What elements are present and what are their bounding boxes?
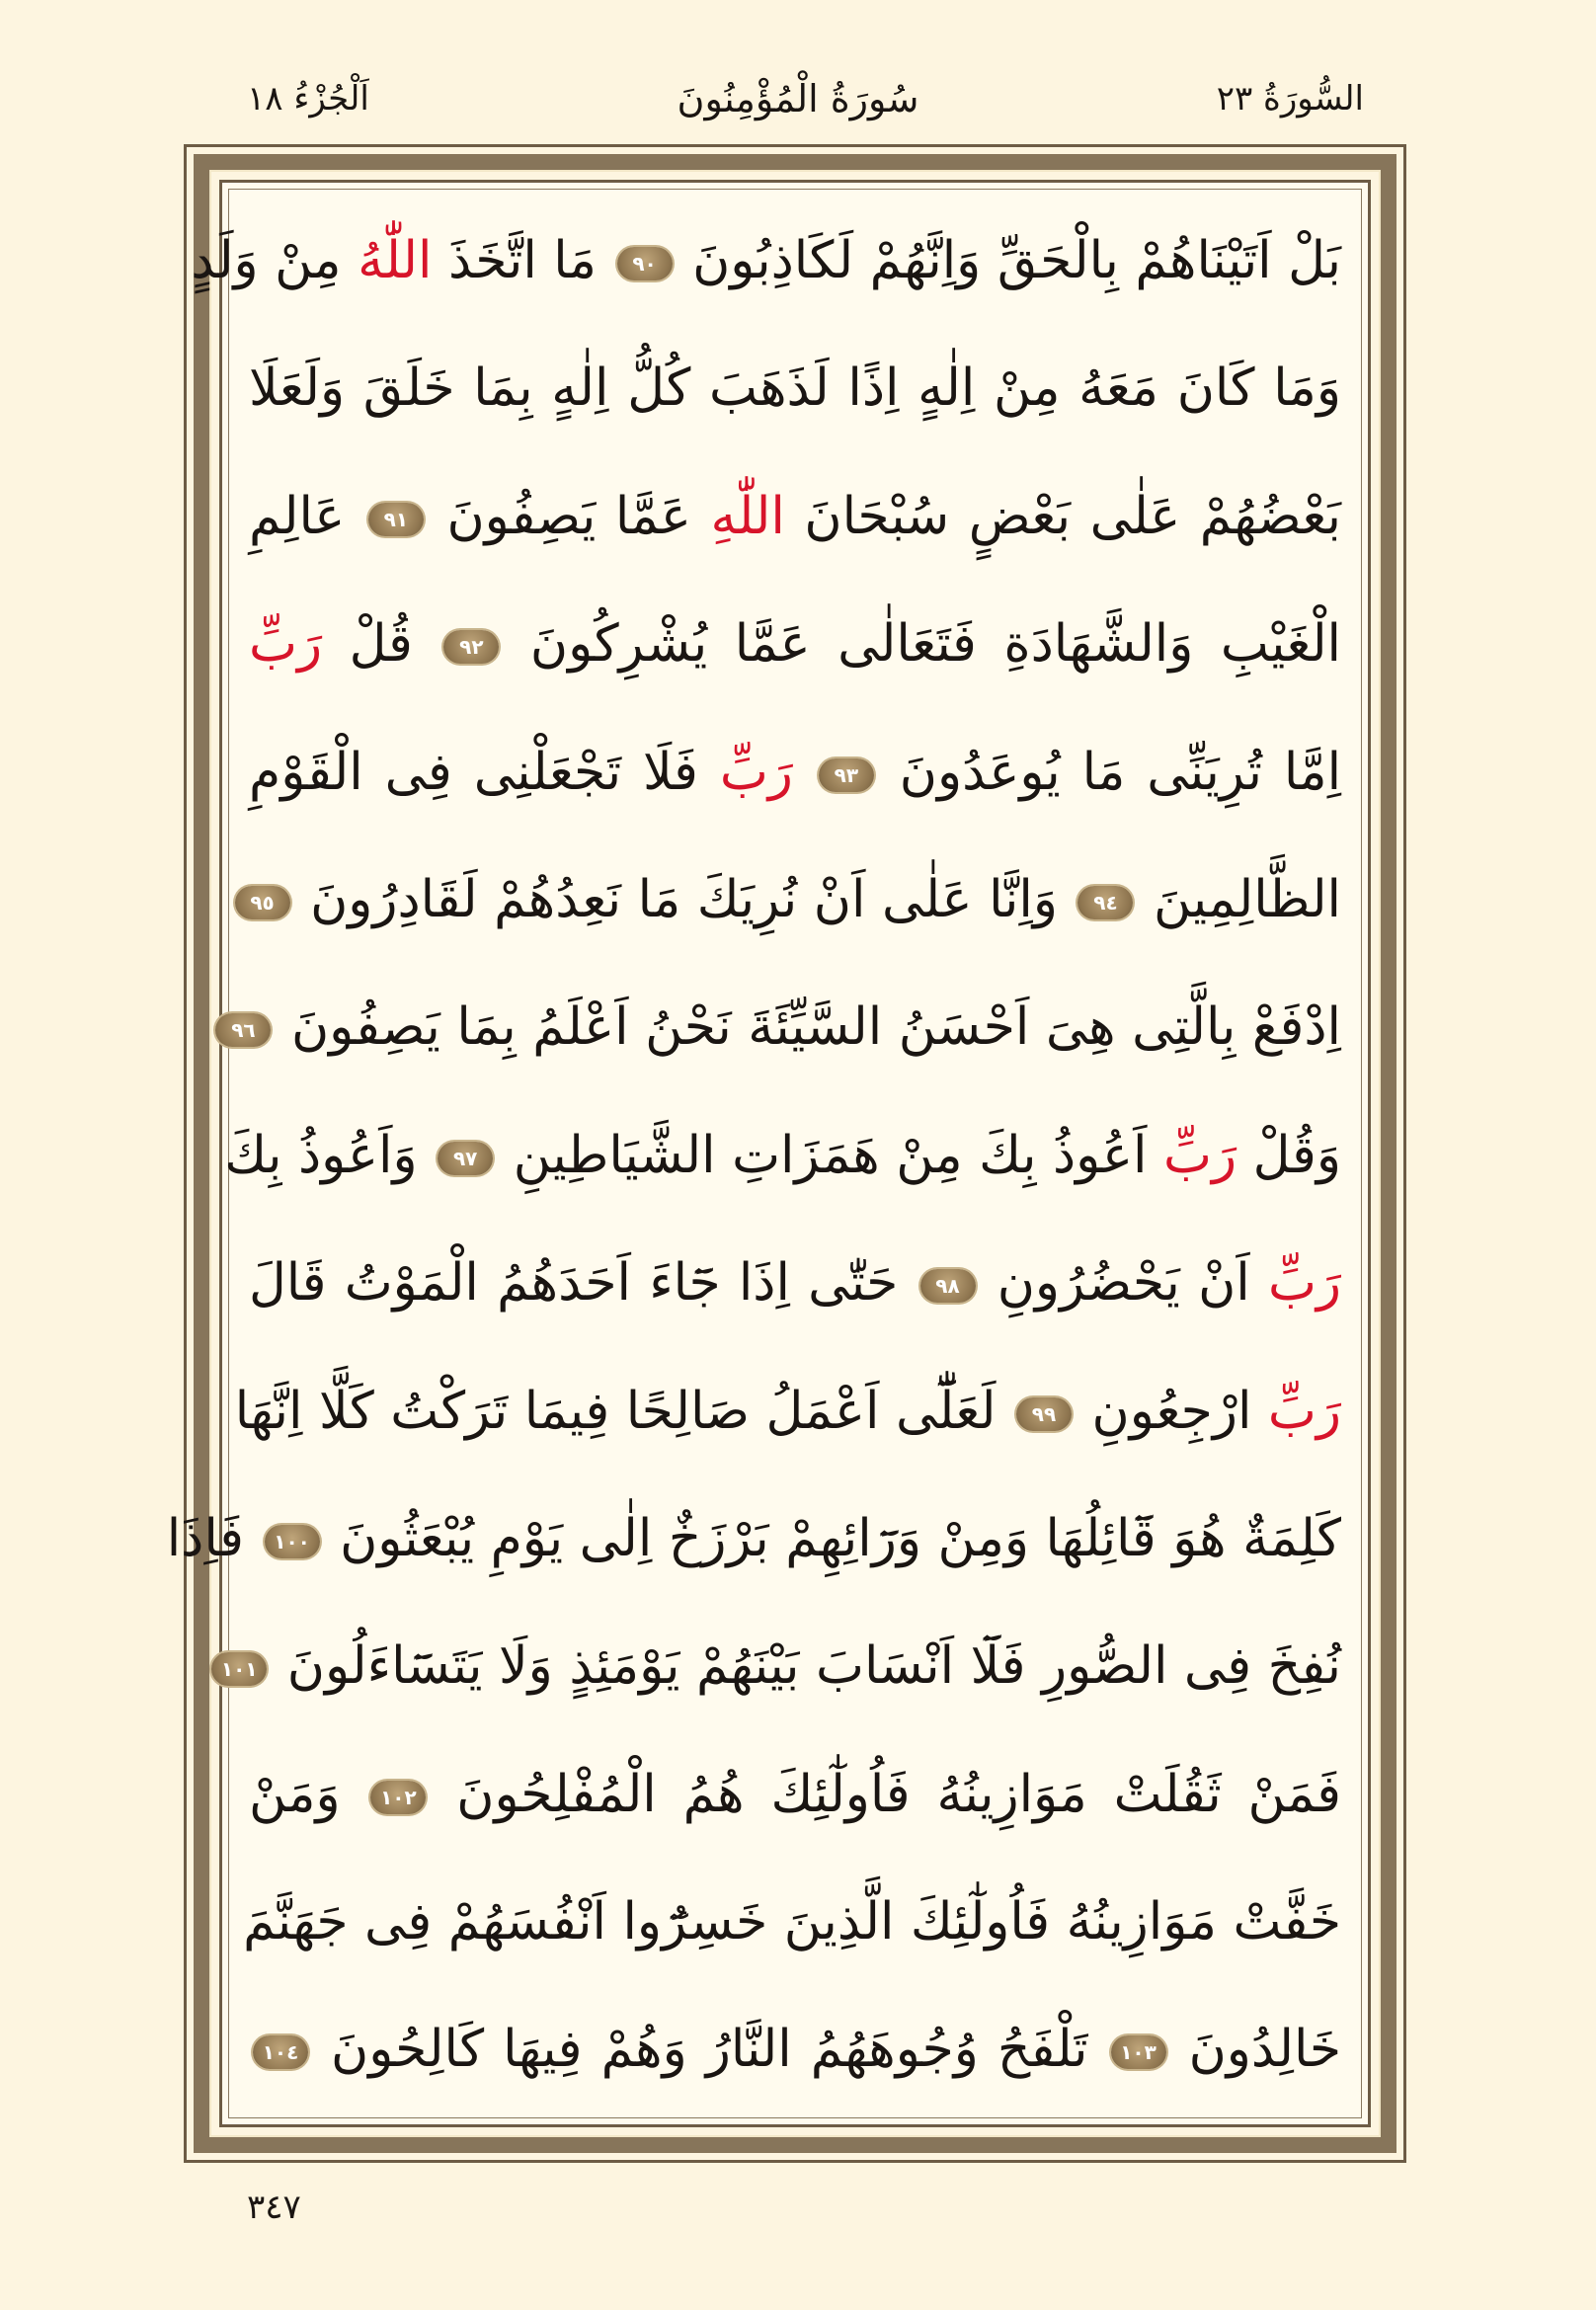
text-segment: الظَّالِمِينَ xyxy=(1154,869,1341,929)
text-segment: فَمَنْ ثَقُلَتْ مَوَازِينُهُ فَاُولٰٓئِكَ هُمُ الْمُفْلِحُونَ xyxy=(456,1764,1342,1824)
text-segment: ارْجِعُونِ xyxy=(1091,1381,1252,1441)
ayah-number-marker: ١٠٤ xyxy=(253,2035,308,2069)
text-line-5 xyxy=(249,709,1341,836)
text-segment: مَا اتَّخَذَ xyxy=(447,231,597,290)
text-line-13 xyxy=(249,1731,1341,1859)
text-line-7 xyxy=(231,964,1341,1091)
ayah-number-marker: ٩٨ xyxy=(920,1269,976,1303)
ayah-number-marker: ٩٩ xyxy=(1016,1397,1072,1431)
ayah-number-marker: ٩٦ xyxy=(215,1013,271,1047)
text-segment: وَقُلْ xyxy=(1252,1125,1341,1185)
text-segment: قُلْ xyxy=(349,614,413,675)
text-line-6 xyxy=(249,836,1341,964)
ayah-number-marker: ٩٧ xyxy=(438,1142,493,1175)
divine-name-text: رَبِّ xyxy=(1267,1253,1342,1314)
text-line-12 xyxy=(220,1603,1341,1730)
text-segment: بَلْ اَتَيْنَاهُمْ بِالْحَقِّ وَاِنَّهُمْ لَكَاذِبُونَ xyxy=(692,231,1341,290)
text-segment: نُفِخَ فِى الصُّورِ فَلَٓا اَنْسَابَ بَيْنَهُمْ يَوْمَئِذٍ وَلَا يَتَسَٓاءَلُونَ xyxy=(286,1636,1341,1697)
ayah-number-marker: ٩٥ xyxy=(235,886,290,919)
text-segment: وَمَنْ xyxy=(249,1764,341,1824)
ayah-number-marker: ٩٣ xyxy=(819,758,874,792)
text-line-4 xyxy=(249,581,1341,708)
divine-name-text: رَبِّ xyxy=(1267,1381,1341,1441)
page-number: ٣٤٧ xyxy=(247,2188,301,2227)
text-segment: بَعْضُهُمْ عَلٰى بَعْضٍ سُبْحَانَ xyxy=(804,486,1342,546)
divine-name-text: اللّٰهِ xyxy=(710,486,785,546)
text-segment: اِمَّا تُرِيَنِّى مَا يُوعَدُونَ xyxy=(899,742,1342,802)
text-line-10 xyxy=(234,1348,1341,1475)
text-segment: مِنْ وَلَدٍ xyxy=(191,231,342,290)
surah-number-label: السُّورَةُ ٢٣ xyxy=(1216,79,1364,119)
text-segment: وَمَا كَانَ مَعَهُ مِنْ اِلٰهٍ اِذًا لَذَهَبَ كُلُّ اِلٰهٍ بِمَا خَلَقَ وَلَعَلَا xyxy=(249,358,1341,419)
ayah-number-marker: ١٠١ xyxy=(211,1652,267,1686)
divine-name-text: رَبِّ xyxy=(1163,1125,1237,1185)
text-segment: خَالِدُونَ xyxy=(1188,2020,1341,2080)
quran-text-block xyxy=(166,198,1342,2114)
text-segment: اِدْفَعْ بِالَّتِى هِىَ اَحْسَنُ السَّيِّئَةَ نَحْنُ اَعْلَمُ بِمَا يَصِفُونَ xyxy=(290,997,1341,1058)
text-segment: فَاِذَا xyxy=(166,1508,245,1568)
divine-name-text: رَبِّ xyxy=(249,614,323,675)
text-line-8 xyxy=(224,1092,1341,1220)
text-line-2 xyxy=(249,325,1341,452)
text-segment: فَلَا تَجْعَلْنِى فِى الْقَوْمِ xyxy=(249,742,698,802)
ayah-number-marker: ١٠٠ xyxy=(265,1525,320,1558)
text-segment: لَعَلّٰٓى اَعْمَلُ صَالِحًا فِيمَا تَرَكْتُ كَلَّا اِنَّهَا xyxy=(234,1381,997,1441)
ayah-number-marker: ٩١ xyxy=(368,503,424,536)
text-segment: تَلْفَحُ وُجُوهَهُمُ النَّارُ وَهُمْ فِيهَا كَالِحُونَ xyxy=(331,2020,1088,2080)
ayah-number-marker: ١٠٢ xyxy=(370,1781,426,1814)
text-segment: اَنْ يَحْضُرُونِ xyxy=(997,1253,1250,1314)
juz-label: اَلْجُزْءُ ١٨ xyxy=(247,79,369,119)
text-segment: عَمَّا يَصِفُونَ xyxy=(446,486,691,546)
divine-name-text: اللّٰهُ xyxy=(358,231,433,290)
text-line-14 xyxy=(243,1859,1341,1986)
text-segment: وَاَعُوذُ بِكَ xyxy=(224,1125,418,1185)
text-line-15 xyxy=(249,1986,1341,2113)
text-line-1 xyxy=(191,198,1341,325)
ayah-number-marker: ٩٢ xyxy=(443,630,499,664)
text-line-3 xyxy=(249,453,1341,581)
text-segment: وَاِنَّا عَلٰى اَنْ نُرِيَكَ مَا نَعِدُهُمْ لَقَادِرُونَ xyxy=(310,869,1058,929)
text-segment: الْغَيْبِ وَالشَّهَادَةِ فَتَعَالٰى عَمَّا يُشْرِكُونَ xyxy=(529,614,1342,675)
text-line-9 xyxy=(249,1220,1341,1347)
ayah-number-marker: ١٠٣ xyxy=(1111,2035,1166,2069)
divine-name-text: رَبِّ xyxy=(719,742,793,802)
text-segment: عَالِمِ xyxy=(249,486,346,546)
text-segment: حَتّٰى اِذَا جَٓاءَ اَحَدَهُمُ الْمَوْتُ قَالَ xyxy=(249,1253,899,1314)
text-segment: اَعُوذُ بِكَ مِنْ هَمَزَاتِ الشَّيَاطِينِ xyxy=(513,1125,1148,1185)
ayah-number-marker: ٩٤ xyxy=(1077,886,1133,919)
text-segment: خَفَّتْ مَوَازِينُهُ فَاُولٰٓئِكَ الَّذِينَ خَسِرُٓوا اَنْفُسَهُمْ فِى جَهَنَّمَ xyxy=(243,1892,1341,1952)
ayah-number-marker: ٩٠ xyxy=(617,247,673,280)
surah-name-title: سُورَةُ الْمُؤْمِنُونَ xyxy=(677,77,919,120)
text-line-11 xyxy=(166,1475,1341,1603)
text-segment: كَلِمَةٌ هُوَ قَٓائِلُهَا وَمِنْ وَرَٓائِهِمْ بَرْزَخٌ اِلٰى يَوْمِ يُبْعَثُونَ xyxy=(340,1508,1341,1568)
page-header xyxy=(0,69,1596,128)
